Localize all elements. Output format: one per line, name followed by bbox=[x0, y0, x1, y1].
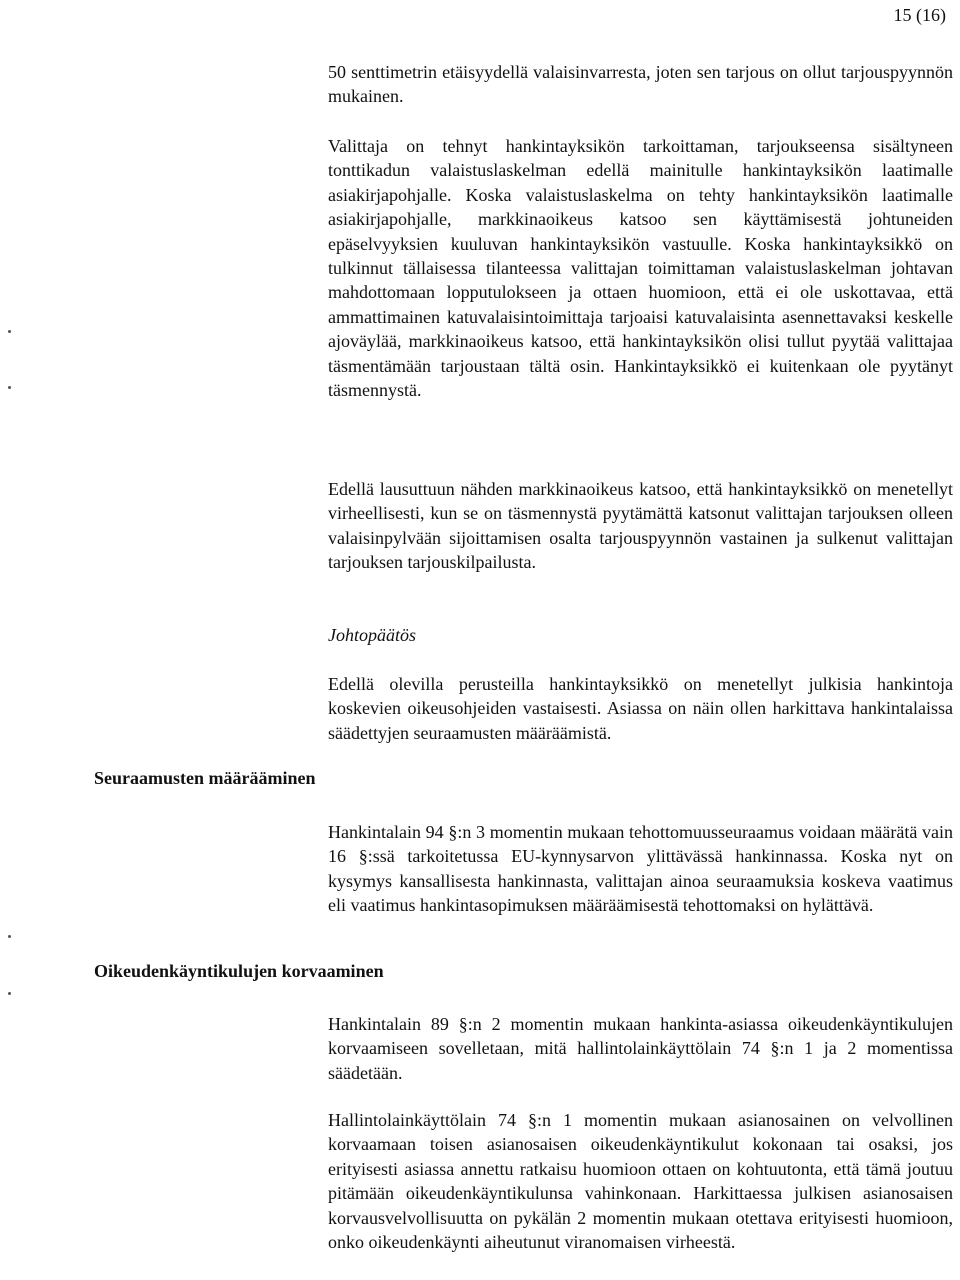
body-paragraph: Hankintalain 94 §:n 3 momentin mukaan tehottomuusseuraamus voidaan määrätä vain 16 §:ssä tarkoitetussa EU-kynnysarvon ylittävässä hankinnassa. Koska nyt on kysymys kansallisesta hankinnasta, valittajan ainoa seuraamuksia koskeva vaatimus eli vaatimus hankintasopimuksen määräämisestä tehottomaksi on hylättävä. bbox=[328, 822, 953, 916]
scan-artifact-dot bbox=[8, 330, 11, 333]
page-number: 15 (16) bbox=[893, 5, 946, 25]
body-paragraph: Valittaja on tehnyt hankintayksikön tarkoittaman, tarjoukseensa sisältyneen tonttikadun valaistuslaskelman edellä mainitulle hankintayksikön laatimalle asiakirjapohjalle. Koska valaistuslaskelma on tehty hankintayksikön laatimalle asiakirjapohjalle, markkinaoikeus katsoo sen käyttämisestä johtuneiden epäselvyyksien kuuluvan hankintayksikön vastuulle. Koska hankintayksikkö on tulkinnut tällaisessa tilanteessa valittajan toimittaman valaistuslaskelman johtavan mahdottomaan lopputulokseen ja ottaen huomioon, että ei ole uskottavaa, että ammattimainen katuvalaisintoimittaja tarjoaisi katuvalaisinta asennettavaksi keskelle ajoväylää, markkinaoikeus katsoo, että hankintayksikön olisi tullut pyytää valittajaa täsmentämään tarjoustaan tältä osin. Hankintayksikkö ei kuitenkaan ole pyytänyt täsmennystä. bbox=[328, 136, 953, 401]
decision-subheading: Johtopäätös bbox=[328, 625, 416, 645]
body-paragraph: Edellä lausuttuun nähden markkinaoikeus katsoo, että hankintayksikkö on menetellyt virheellisesti, kun se on täsmennystä pyytämättä katsonut valittajan tarjouksen olleen valaisinpylvään sijoittamisen osalta tarjouspyynnön vastainen ja sulkenut valittajan tarjouksen tarjouskilpailusta. bbox=[328, 479, 953, 573]
scan-artifact-dot bbox=[8, 992, 11, 995]
body-paragraph: 50 senttimetrin etäisyydellä valaisinvarresta, joten sen tarjous on ollut tarjouspyynnön mukainen. bbox=[328, 62, 953, 107]
body-paragraph: Hallintolainkäyttölain 74 §:n 1 momentin mukaan asianosainen on velvollinen korvaamaan toisen asianosaisen oikeudenkäyntikulut kokonaan tai osaksi, jos erityisesti asiassa annettu ratkaisu huomioon ottaen on kohtuutonta, että tämä joutuu pitämään oikeudenkäyntikulunsa vahinkonaan. Harkittaessa julkisen asianosaisen korvausvelvollisuutta on pykälän 2 momentin mukaan otettava erityisesti huomioon, onko oikeudenkäynti aiheutunut viranomaisen virheestä. bbox=[328, 1110, 953, 1253]
scan-artifact-dot bbox=[8, 386, 11, 389]
side-heading-legal-costs: Oikeudenkäyntikulujen korvaaminen bbox=[94, 961, 384, 981]
side-heading-sanctions: Seuraamusten määrääminen bbox=[94, 768, 316, 788]
body-paragraph: Hankintalain 89 §:n 2 momentin mukaan hankinta-asiassa oikeudenkäyntikulujen korvaamiseen sovelletaan, mitä hallintolainkäyttölain 74 §:n 1 ja 2 momentissa säädetään. bbox=[328, 1014, 953, 1083]
body-paragraph: Edellä olevilla perusteilla hankintayksikkö on menetellyt julkisia hankintoja koskevien oikeusohjeiden vastaisesti. Asiassa on näin ollen harkittava hankintalaissa säädettyjen seuraamusten määräämistä. bbox=[328, 674, 953, 743]
scan-artifact-dot bbox=[8, 935, 11, 938]
